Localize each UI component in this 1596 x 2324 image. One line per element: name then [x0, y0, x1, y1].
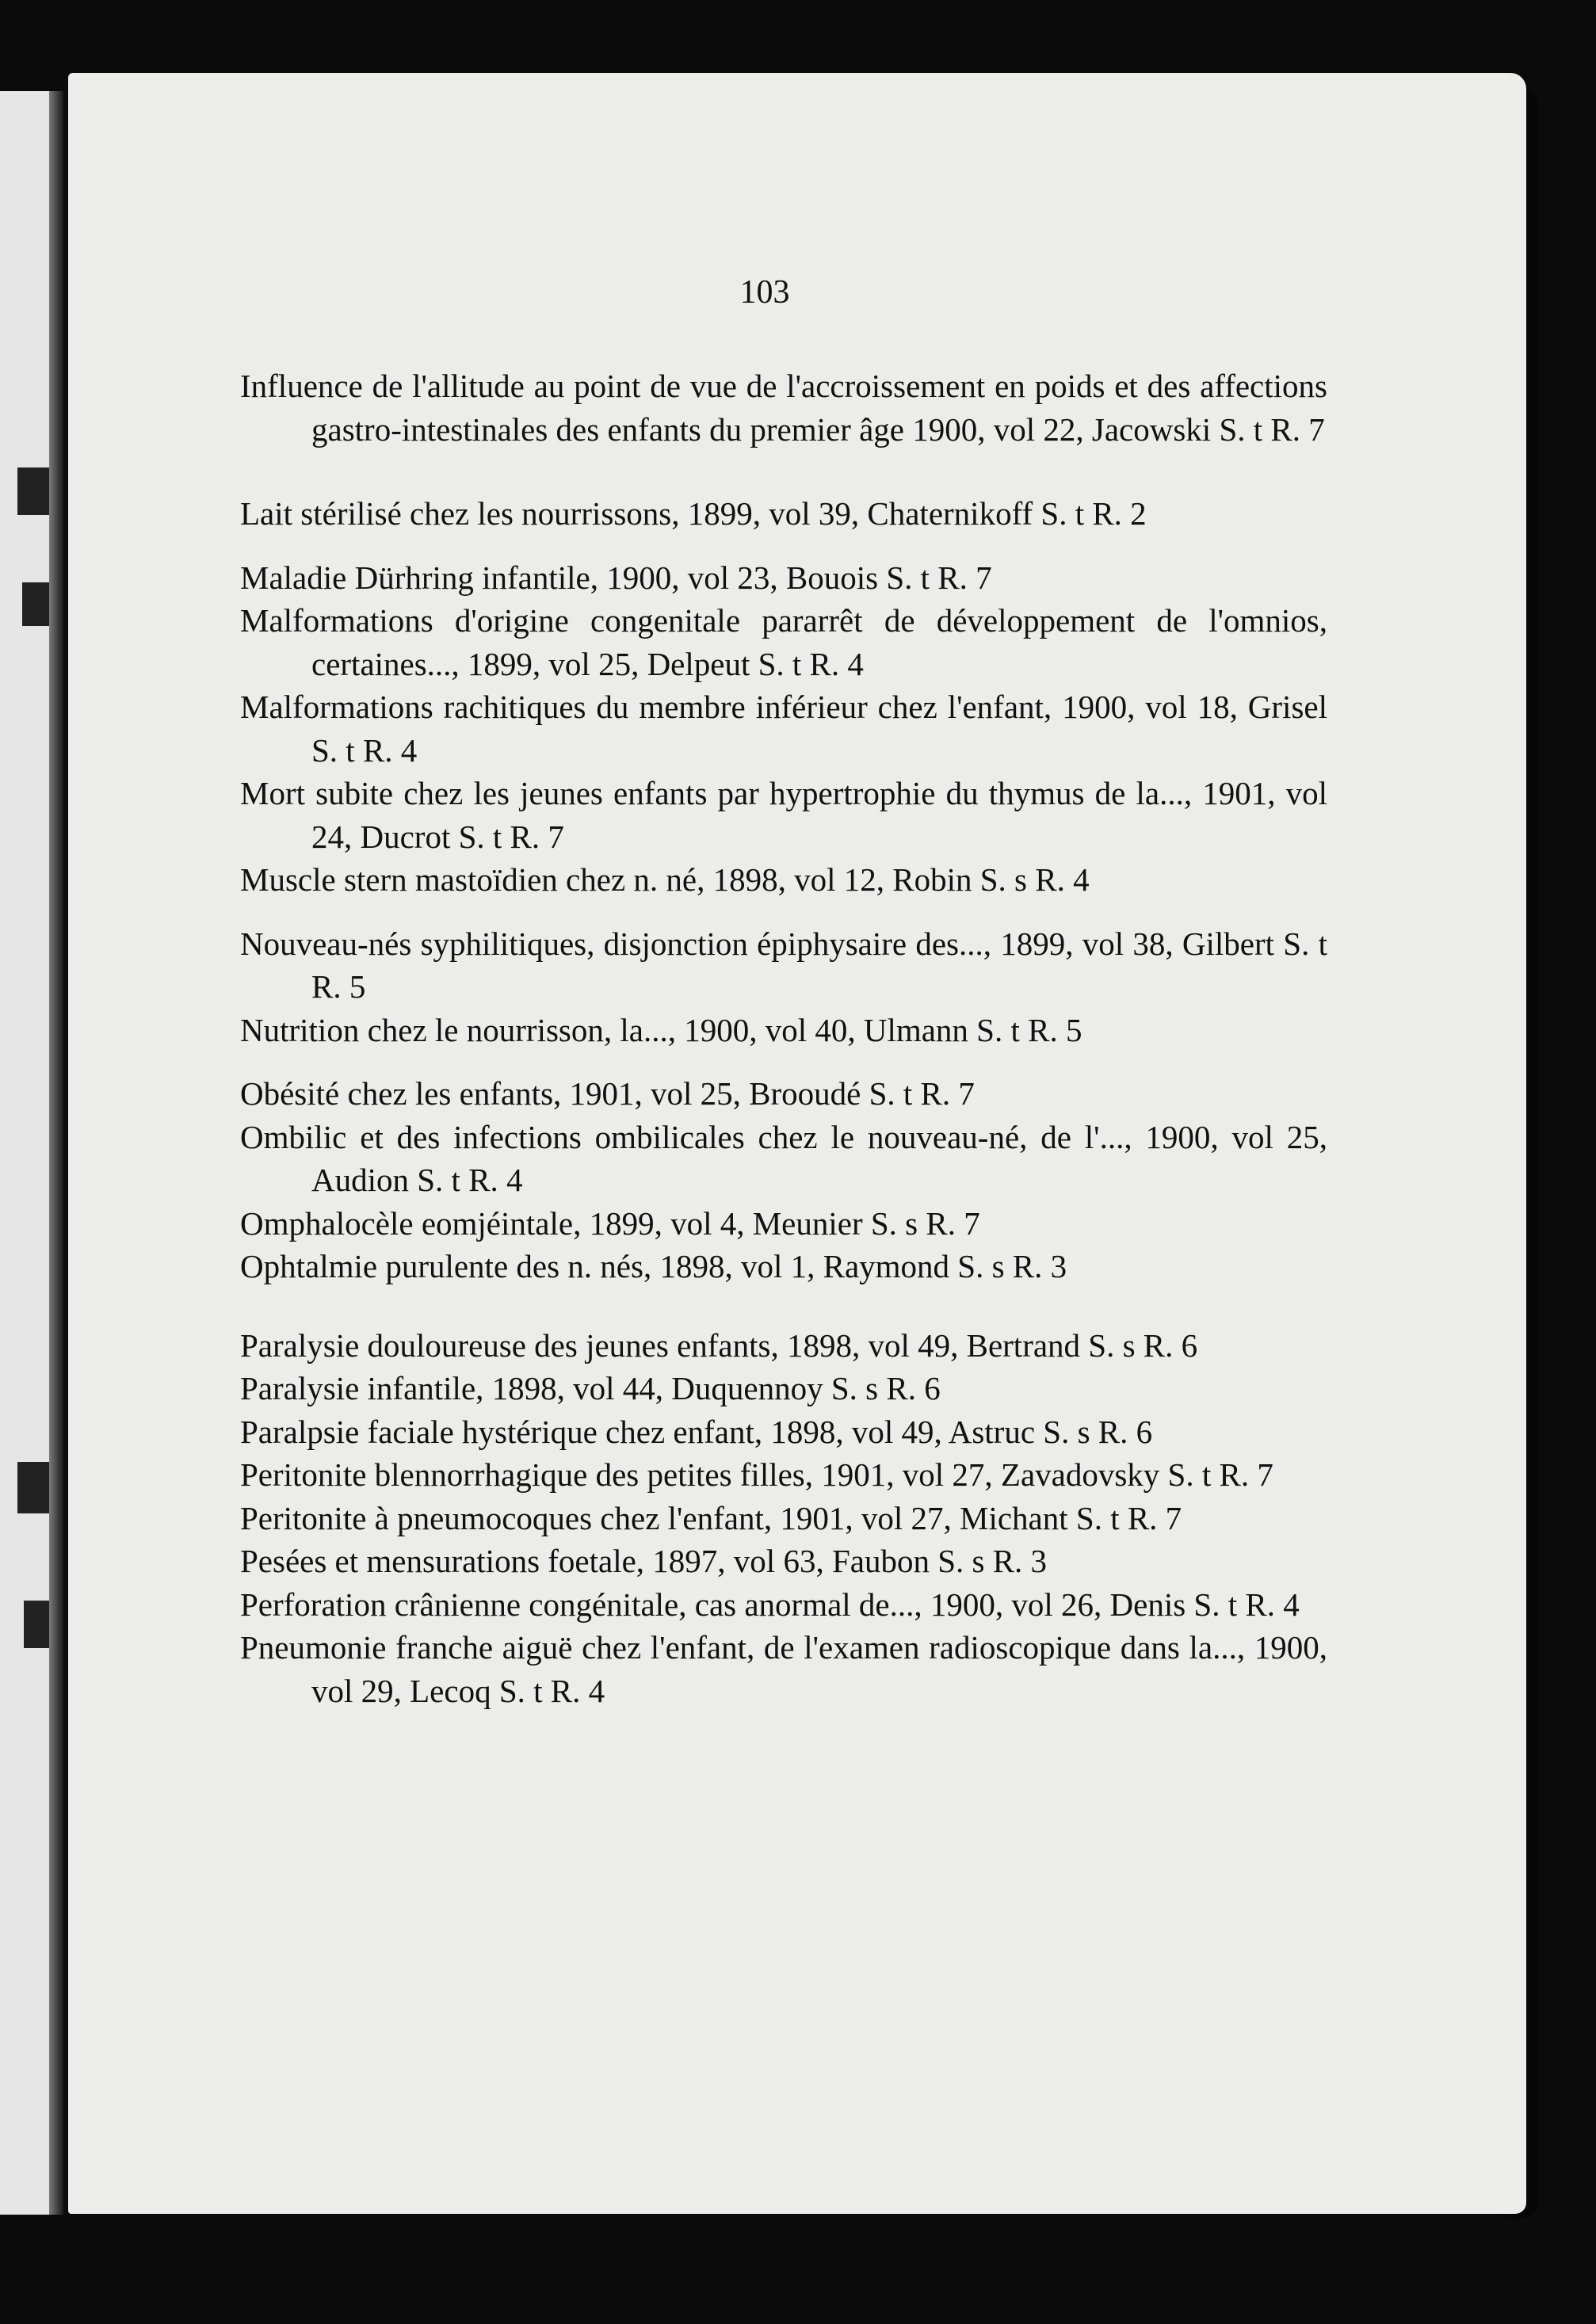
index-entry: Influence de l'allitude au point de vue de l'accroissement en poids et des affections gastro-intestinales des enfants du premier âge 1900, vol 22, Jacowski S. t R. 7 [240, 368, 1327, 448]
index-entry: Paralpsie faciale hystérique chez enfant, 1898, vol 49, Astruc S. s R. 6 [240, 1413, 1153, 1450]
index-entry: Perforation crânienne congénitale, cas anormal de..., 1900, vol 26, Denis S. t R. 4 [240, 1586, 1300, 1623]
page-number: 103 [739, 274, 790, 311]
index-entry: Nouveau-nés syphilitiques, disjonction épiphysaire des..., 1899, vol 38, Gilbert S. t R. 5 [240, 925, 1327, 1005]
index-entry: Ombilic et des infections ombilicales chez le nouveau-né, de l'..., 1900, vol 25, Audion S. t R. 4 [240, 1118, 1327, 1198]
index-entry: Obésité chez les enfants, 1901, vol 25, Brooudé S. t R. 7 [240, 1075, 975, 1112]
index-entry: Paralysie douloureuse des jeunes enfants, 1898, vol 49, Bertrand S. s R. 6 [240, 1326, 1198, 1364]
index-entry: Lait stérilisé chez les nourrissons, 1899, vol 39, Chaternikoff S. t R. 2 [240, 495, 1147, 532]
book-gutter [49, 91, 63, 2215]
index-entry: Mort subite chez les jeunes enfants par hypertrophie du thymus de la..., 1901, vol 24, Ducrot S. t R. 7 [240, 775, 1327, 855]
margin-mark [24, 1601, 49, 1648]
margin-mark [17, 467, 49, 515]
index-entry: Peritonite à pneumocoques chez l'enfant, 1901, vol 27, Michant S. t R. 7 [240, 1499, 1182, 1536]
index-entry: Pesées et mensurations foetale, 1897, vol 63, Faubon S. s R. 3 [240, 1543, 1048, 1579]
index-entry: Nutrition chez le nourrisson, la..., 1900, vol 40, Ulmann S. t R. 5 [240, 1011, 1082, 1048]
index-entry: Malformations rachitiques du membre inférieur chez l'enfant, 1900, vol 18, Grisel S. t R. 4 [240, 689, 1327, 769]
index-entry: Muscle stern mastoïdien chez n. né, 1898, vol 12, Robin S. s R. 4 [240, 861, 1090, 898]
index-entry: Malformations d'origine congenitale pararrêt de développement de l'omnios, certaines..., 1899, vol 25, Delpeut S. t R. 4 [240, 602, 1327, 682]
index-entry: Peritonite blennorrhagique des petites filles, 1901, vol 27, Zavadovsky S. t R. 7 [240, 1456, 1273, 1493]
index-entry: Ophtalmie purulente des n. nés, 1898, vol 1, Raymond S. s R. 3 [240, 1248, 1067, 1284]
index-entry: Omphalocèle eomjéintale, 1899, vol 4, Meunier S. s R. 7 [240, 1204, 980, 1242]
index-entries [240, 364, 1327, 1712]
index-entry: Paralysie infantile, 1898, vol 44, Duquennoy S. s R. 6 [240, 1370, 941, 1406]
index-entry: Maladie Dürhring infantile, 1900, vol 23, Bouois S. t R. 7 [240, 559, 992, 596]
index-entry: Pneumonie franche aiguë chez l'enfant, de l'examen radioscopique dans la..., 1900, vol 29, Lecoq S. t R. 4 [240, 1629, 1327, 1709]
margin-mark [22, 582, 49, 626]
margin-mark [17, 1462, 49, 1513]
